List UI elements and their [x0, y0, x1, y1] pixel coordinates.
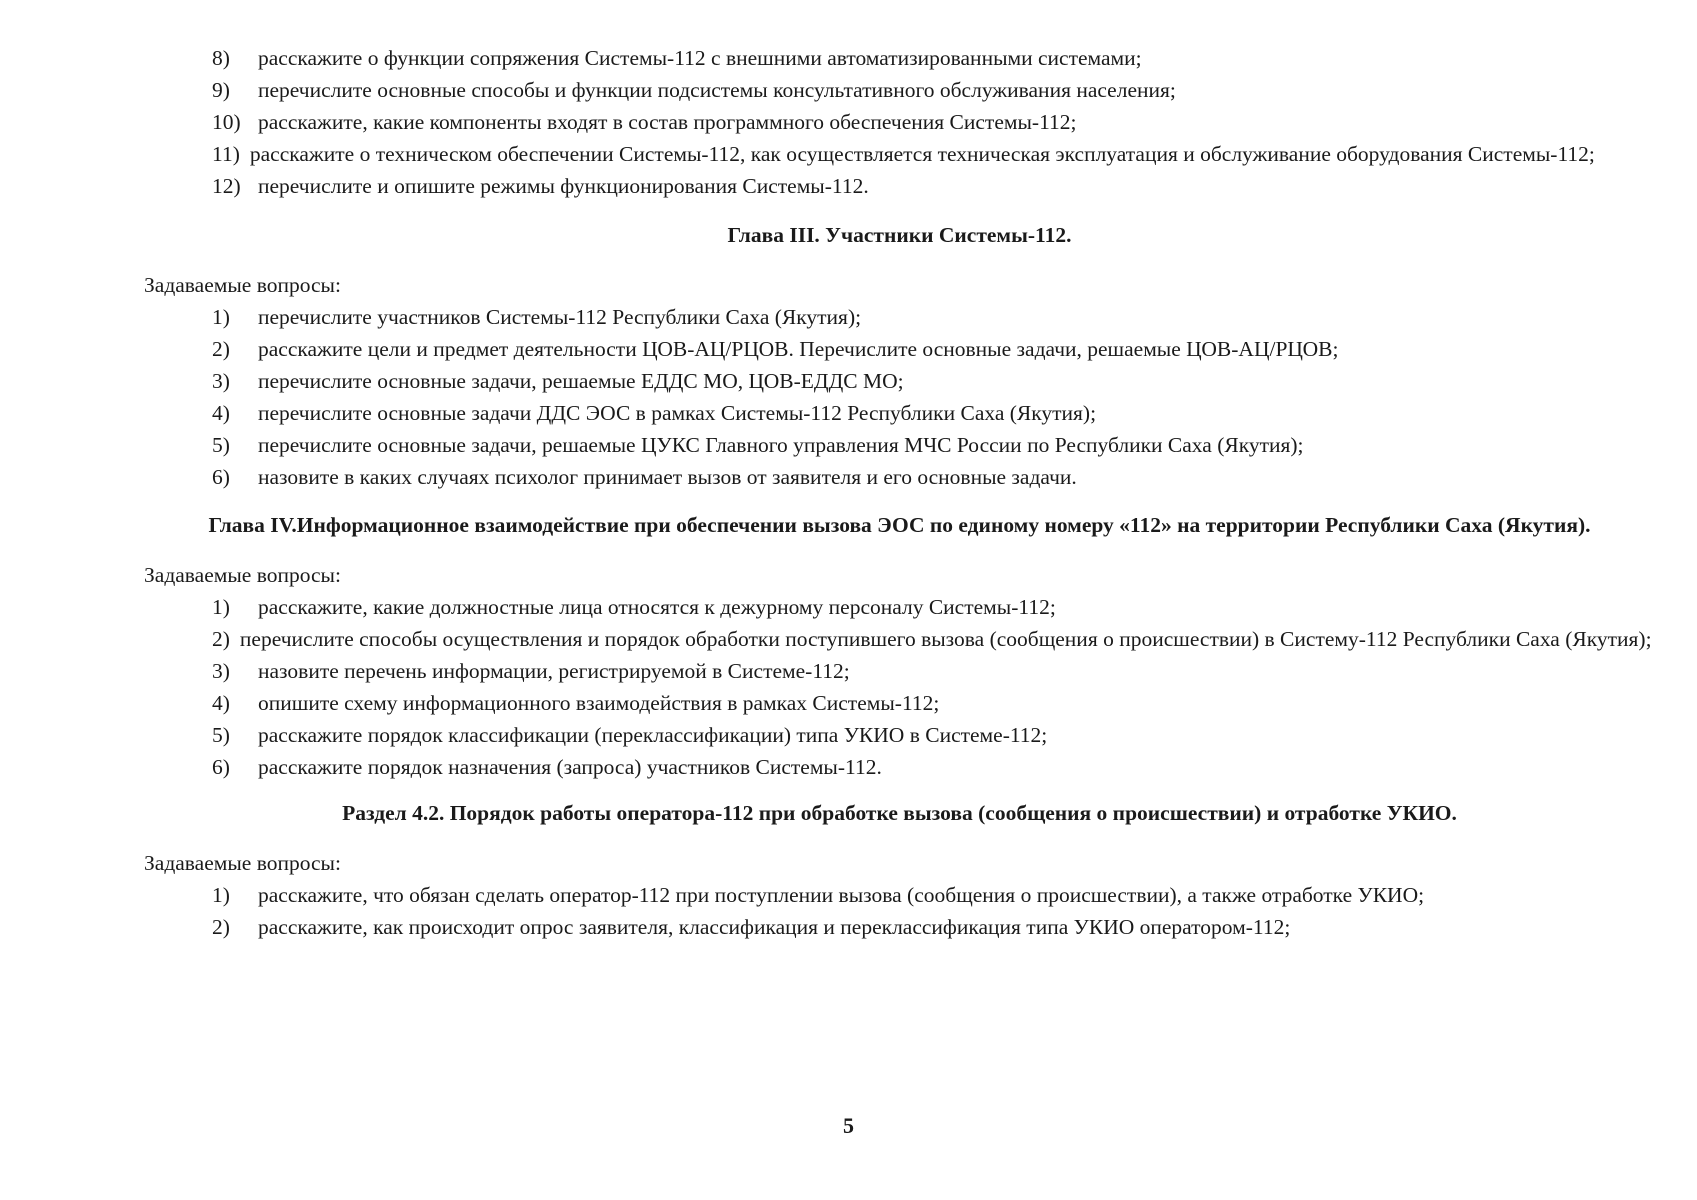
item-number: 11) [212, 142, 240, 166]
item-text: расскажите, какие компоненты входят в состав программного обеспечения Системы-112; [258, 110, 1077, 134]
item-text: назовите в каких случаях психолог принимает вызов от заявителя и его основные задачи. [258, 465, 1077, 489]
item-number: 12) [212, 174, 241, 198]
item-number: 6) [212, 755, 230, 779]
list-item [144, 138, 1655, 170]
item-text: расскажите порядок назначения (запроса) участников Системы-112. [258, 755, 882, 779]
item-number: 4) [212, 401, 230, 425]
list-item [144, 397, 1655, 429]
chapter-4-heading: Глава IV.Информационное взаимодействие при обеспечении вызова ЭОС по единому номеру «112» на территории Республики Саха (Якутия). [208, 513, 1591, 537]
item-number: 5) [212, 433, 230, 457]
item-text: перечислите основные задачи, решаемые ЕДДС МО, ЦОВ-ЕДДС МО; [258, 369, 904, 393]
item-text: перечислите основные способы и функции подсистемы консультативного обслуживания населения; [258, 78, 1176, 102]
item-text: перечислите основные задачи ДДС ЭОС в рамках Системы-112 Республики Саха (Якутия); [258, 401, 1097, 425]
item-number: 1) [212, 883, 230, 907]
item-number: 2) [212, 627, 230, 651]
list-item [144, 461, 1655, 493]
item-text: перечислите способы осуществления и порядок обработки поступившего вызова (сообщения о происшествии) в Систему-112 Республики Саха (Якутия); [239, 627, 1652, 651]
list-item [144, 879, 1655, 911]
item-text: перечислите основные задачи, решаемые ЦУКС Главного управления МЧС России по Республики Саха (Якутия); [258, 433, 1304, 457]
document-page [144, 42, 1655, 943]
item-text: перечислите участников Системы-112 Республики Саха (Якутия); [258, 305, 862, 329]
list-item [144, 333, 1655, 365]
page-number: 5 [843, 1113, 854, 1138]
item-text: расскажите, как происходит опрос заявителя, классификация и переклассификация типа УКИО оператором-112; [258, 915, 1291, 939]
item-number: 2) [212, 915, 230, 939]
questions-label: Задаваемые вопросы: [144, 563, 341, 587]
item-number: 1) [212, 595, 230, 619]
item-number: 3) [212, 659, 230, 683]
chapter-3-heading: Глава III. Участники Системы-112. [727, 223, 1072, 247]
list-item [144, 42, 1655, 74]
item-text: расскажите, какие должностные лица относятся к дежурному персоналу Системы-112; [258, 595, 1056, 619]
item-text: расскажите цели и предмет деятельности ЦОВ-АЦ/РЦОВ. Перечислите основные задачи, решаемые ЦОВ-АЦ/РЦОВ; [258, 337, 1339, 361]
item-text: расскажите о функции сопряжения Системы-112 с внешними автоматизированными системами; [258, 46, 1142, 70]
item-text: расскажите, что обязан сделать оператор-112 при поступлении вызова (сообщения о происшествии), а также отработке УКИО; [258, 883, 1425, 907]
item-text: расскажите о техническом обеспечении Системы-112, как осуществляется техническая эксплуатация и обслуживание оборудования Системы-112; [249, 142, 1595, 166]
list-item [144, 911, 1655, 943]
list-item [144, 429, 1655, 461]
item-text: расскажите порядок классификации (переклассификации) типа УКИО в Системе-112; [258, 723, 1048, 747]
item-number: 5) [212, 723, 230, 747]
item-text: назовите перечень информации, регистрируемой в Системе-112; [258, 659, 850, 683]
item-text: опишите схему информационного взаимодействия в рамках Системы-112; [258, 691, 940, 715]
section-4-2-heading: Раздел 4.2. Порядок работы оператора-112 при обработке вызова (сообщения о происшествии) и отработке УКИО. [342, 801, 1457, 825]
chapter-4-question-list [144, 591, 1655, 783]
list-item [144, 106, 1655, 138]
list-item [144, 170, 1655, 202]
list-item [144, 591, 1655, 623]
item-number: 9) [212, 78, 230, 102]
item-number: 1) [212, 305, 230, 329]
question-list-continued [144, 42, 1655, 202]
questions-label: Задаваемые вопросы: [144, 273, 341, 297]
list-item [144, 301, 1655, 333]
item-number: 8) [212, 46, 230, 70]
list-item [144, 623, 1655, 655]
questions-label: Задаваемые вопросы: [144, 851, 341, 875]
item-number: 6) [212, 465, 230, 489]
section-4-2-question-list [144, 879, 1655, 943]
item-number: 3) [212, 369, 230, 393]
item-number: 4) [212, 691, 230, 715]
item-number: 10) [212, 110, 241, 134]
list-item [144, 74, 1655, 106]
list-item [144, 365, 1655, 397]
chapter-3-question-list [144, 301, 1655, 493]
list-item [144, 655, 1655, 687]
item-number: 2) [212, 337, 230, 361]
list-item [144, 687, 1655, 719]
list-item [144, 719, 1655, 751]
item-text: перечислите и опишите режимы функционирования Системы-112. [258, 174, 869, 198]
list-item [144, 751, 1655, 783]
